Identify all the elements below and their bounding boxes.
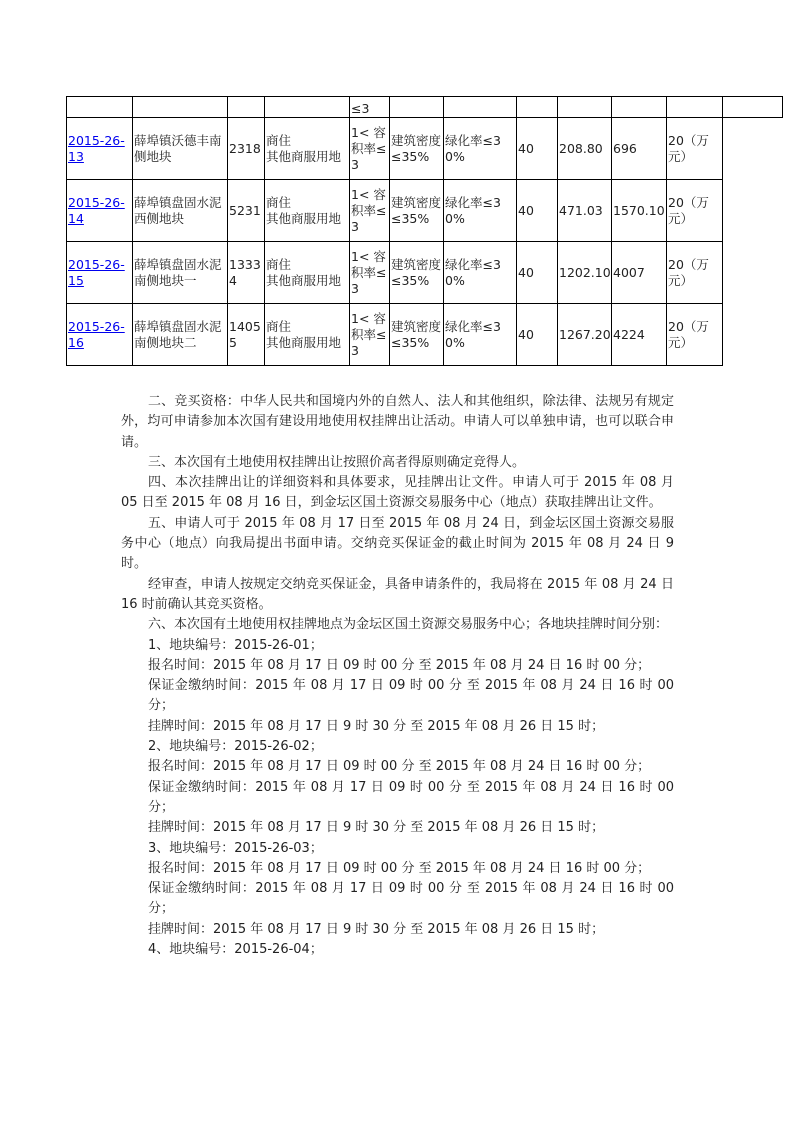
paragraph-application: 五、申请人可于 2015 年 08 月 17 日至 2015 年 08 月 24 日，到金坛区国土资源交易服务中心（地点）向我局提出书面申请。交纳竞买保证金的截止时间为 2015 年 08 月 24 日 9 时。 — [121, 515, 674, 572]
schedule-listing-time: 挂牌时间：2015 年 08 月 17 日 9 时 30 分 至 2015 年 08 月 26 日 15 时； — [148, 718, 605, 734]
table-row-partial — [67, 97, 783, 118]
price-cell: 4224 — [612, 304, 667, 366]
density-cell: 建筑密度≤35% — [390, 180, 444, 242]
paragraph-review: 经审查，申请人按规定交纳竞买保证金，具备申请条件的，我局将在 2015 年 08 月 24 日 16 时前确认其竞买资格。 — [121, 576, 674, 612]
location-cell: 薛埠镇盘固水泥南侧地块一 — [133, 242, 228, 304]
increment-cell: 20（万元） — [667, 180, 723, 242]
years-cell: 40 — [517, 304, 558, 366]
location-cell: 薛埠镇盘固水泥西侧地块 — [133, 180, 228, 242]
area-cell: 2318 — [228, 118, 265, 180]
increment-cell: 20（万元） — [667, 118, 723, 180]
price-cell: 1267.20 — [558, 304, 612, 366]
area-cell: 13334 — [228, 242, 265, 304]
plot-ratio-cell: 1< 容积率≤3 — [350, 304, 390, 366]
area-cell: 5231 — [228, 180, 265, 242]
paragraph-principle: 三、本次国有土地使用权挂牌出让按照价高者得原则确定竞得人。 — [148, 454, 526, 470]
location-cell: 薛埠镇沃德丰南侧地块 — [133, 118, 228, 180]
announcement-body — [121, 392, 674, 960]
schedule-plot-number: 3、地块编号：2015-26-03； — [148, 840, 323, 856]
plot-ratio-cell: 1< 容积率≤3 — [350, 118, 390, 180]
parcel-code-link[interactable]: 2015-26-15 — [68, 256, 125, 288]
paragraph-documents: 四、本次挂牌出让的详细资料和具体要求，见挂牌出让文件。申请人可于 2015 年 08 月 05 日至 2015 年 08 月 16 日，到金坛区国土资源交易服务中心（地点）获取挂牌出让文件。 — [121, 475, 674, 511]
schedule-deposit-time: 保证金缴纳时间：2015 年 08 月 17 日 09 时 00 分 至 2015 年 08 月 24 日 16 时 00 分； — [148, 678, 674, 714]
schedule-plot-number: 1、地块编号：2015-26-01； — [148, 637, 323, 653]
plot-ratio-cell: 1< 容积率≤3 — [350, 242, 390, 304]
parcel-code-link[interactable]: 2015-26-13 — [68, 132, 125, 164]
years-cell: 40 — [517, 180, 558, 242]
price-cell: 1202.10 — [558, 242, 612, 304]
schedule-signup-time: 报名时间：2015 年 08 月 17 日 09 时 00 分 至 2015 年 08 月 24 日 16 时 00 分； — [148, 657, 651, 673]
schedule-deposit-time: 保证金缴纳时间：2015 年 08 月 17 日 09 时 00 分 至 2015 年 08 月 24 日 16 时 00 分； — [148, 881, 674, 917]
green-ratio-cell: 绿化率≤30% — [444, 304, 517, 366]
use-cell: 商住 其他商服用地 — [265, 118, 350, 180]
use-cell: 商住 其他商服用地 — [265, 242, 350, 304]
price-cell: 696 — [612, 118, 667, 180]
schedule-deposit-time: 保证金缴纳时间：2015 年 08 月 17 日 09 时 00 分 至 2015 年 08 月 24 日 16 时 00 分； — [148, 779, 674, 815]
schedule-plot-number: 4、地块编号：2015-26-04； — [148, 942, 323, 958]
paragraph-qualification: 二、竞买资格：中华人民共和国境内外的自然人、法人和其他组织，除法律、法规另有规定外，均可申请参加本次国有建设用地使用权挂牌出让活动。申请人可以单独申请，也可以联合申请。 — [121, 394, 674, 450]
area-cell: 14055 — [228, 304, 265, 366]
years-cell: 40 — [517, 242, 558, 304]
density-cell: 建筑密度≤35% — [390, 242, 444, 304]
table-row — [67, 118, 783, 180]
price-cell: 208.80 — [558, 118, 612, 180]
price-cell: 1570.10 — [612, 180, 667, 242]
schedule-listing-time: 挂牌时间：2015 年 08 月 17 日 9 时 30 分 至 2015 年 08 月 26 日 15 时； — [148, 921, 605, 937]
plot-ratio-cell: 1< 容积率≤3 — [350, 180, 390, 242]
price-cell: 471.03 — [558, 180, 612, 242]
schedule-signup-time: 报名时间：2015 年 08 月 17 日 09 时 00 分 至 2015 年 08 月 24 日 16 时 00 分； — [148, 860, 651, 876]
years-cell: 40 — [517, 118, 558, 180]
schedule-plot-number: 2、地块编号：2015-26-02； — [148, 739, 323, 755]
parcel-code-link[interactable]: 2015-26-14 — [68, 194, 125, 226]
schedule-signup-time: 报名时间：2015 年 08 月 17 日 09 时 00 分 至 2015 年 08 月 24 日 16 时 00 分； — [148, 759, 651, 775]
green-ratio-cell: 绿化率≤30% — [444, 180, 517, 242]
use-cell: 商住 其他商服用地 — [265, 304, 350, 366]
increment-cell: 20（万元） — [667, 304, 723, 366]
density-cell: 建筑密度≤35% — [390, 118, 444, 180]
density-cell: 建筑密度≤35% — [390, 304, 444, 366]
plot-ratio-cell: ≤3 — [350, 97, 390, 118]
green-ratio-cell: 绿化率≤30% — [444, 118, 517, 180]
location-cell: 薛埠镇盘固水泥南侧地块二 — [133, 304, 228, 366]
green-ratio-cell: 绿化率≤30% — [444, 242, 517, 304]
table-row — [67, 242, 783, 304]
table-row — [67, 304, 783, 366]
land-parcel-table — [66, 96, 783, 366]
increment-cell: 20（万元） — [667, 242, 723, 304]
table-row — [67, 180, 783, 242]
use-cell: 商住 其他商服用地 — [265, 180, 350, 242]
schedule-listing-time: 挂牌时间：2015 年 08 月 17 日 9 时 30 分 至 2015 年 08 月 26 日 15 时； — [148, 820, 605, 836]
price-cell: 4007 — [612, 242, 667, 304]
parcel-code-link[interactable]: 2015-26-16 — [68, 318, 125, 350]
paragraph-listing-location: 六、本次国有土地使用权挂牌地点为金坛区国土资源交易服务中心；各地块挂牌时间分别： — [148, 617, 669, 633]
